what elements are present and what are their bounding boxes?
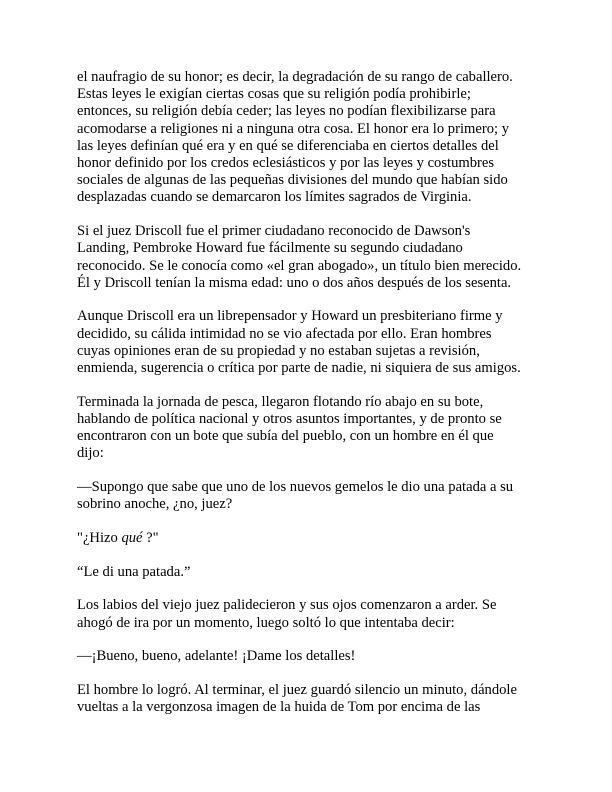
text-line: honor definido por los credos eclesiásticos y por las leyes y costumbres [77, 155, 495, 172]
text-line: Landing, Pembroke Howard fue fácilmente su segundo ciudadano [77, 240, 463, 257]
text-line: “Le di una patada.” [77, 563, 191, 580]
text-line: Terminada la jornada de pesca, llegaron flotando río abajo en su bote, [77, 393, 484, 410]
paragraph [77, 394, 547, 463]
italic-text: qué [121, 529, 143, 546]
dialogue-paragraph [77, 564, 547, 581]
text-line: dijo: [77, 445, 104, 462]
dialogue-paragraph [77, 479, 547, 513]
paragraph [77, 682, 547, 716]
dialogue-paragraph [77, 648, 547, 665]
text-line: encontraron con un bote que subía del pueblo, con un hombre en él que [77, 428, 494, 445]
paragraph [77, 69, 547, 207]
text-line: Aunque Driscoll era un librepensador y Howard un presbiteriano firme y [77, 308, 503, 325]
text-line: el naufragio de su honor; es decir, la degradación de su rango de caballero. [77, 69, 513, 85]
text-line: entonces, su religión debía ceder; las leyes no podían flexibilizarse para [77, 103, 496, 120]
text-line: Él y Driscoll tenían la misma edad: uno o dos años después de los sesenta. [77, 274, 512, 291]
text-line: Si el juez Driscoll fue el primer ciudadano reconocido de Dawson's [77, 223, 471, 240]
text-line: decidido, su cálida intimidad no se vio afectada por ello. Eran hombres [77, 325, 492, 342]
text-run: "¿Hizo [77, 529, 122, 546]
text-line: Los labios del viejo juez palidecieron y sus ojos comenzaron a arder. Se [77, 597, 497, 614]
text-line: —¡Bueno, bueno, adelante! ¡Dame los detalles! [77, 648, 356, 665]
text-line: las leyes definían qué era y en qué se diferenciaba en ciertos detalles del [77, 137, 499, 154]
text-run: ?" [142, 529, 159, 546]
paragraph [77, 223, 547, 292]
text-line: acomodarse a religiones ni a ninguna otra cosa. El honor era lo primero; y [77, 120, 509, 137]
text-line [77, 530, 547, 547]
text-line: desplazadas cuando se demarcaron los límites sagrados de Virginia. [77, 189, 472, 206]
text-line: —Supongo que sabe que uno de los nuevos gemelos le dio una patada a su [77, 479, 514, 496]
document-page [77, 69, 547, 733]
text-line: cuyas opiniones eran de su propiedad y no estaban sujetas a revisión, [77, 342, 480, 359]
text-line: enmienda, sugerencia o crítica por parte de nadie, ni siquiera de sus amigos. [77, 360, 521, 377]
text-line: vueltas a la vergonzosa imagen de la huida de Tom por encima de las [77, 699, 481, 716]
text-line: El hombre lo logró. Al terminar, el juez guardó silencio un minuto, dándole [77, 681, 517, 698]
text-line: reconocido. Se le conocía como «el gran abogado», un título bien merecido. [77, 257, 522, 274]
paragraph [77, 308, 547, 377]
text-line: sobrino anoche, ¿no, juez? [77, 496, 233, 513]
dialogue-paragraph [77, 530, 547, 547]
paragraph [77, 597, 547, 631]
text-line: sociales de algunas de las pequeñas divisiones del mundo que habían sido [77, 172, 508, 189]
text-line: hablando de política nacional y otros asuntos importantes, y de pronto se [77, 410, 502, 427]
text-line: Estas leyes le exigían ciertas cosas que su religión podía prohibirle; [77, 86, 471, 103]
text-line: ahogó de ira por un momento, luego soltó lo que intentaba decir: [77, 614, 455, 631]
